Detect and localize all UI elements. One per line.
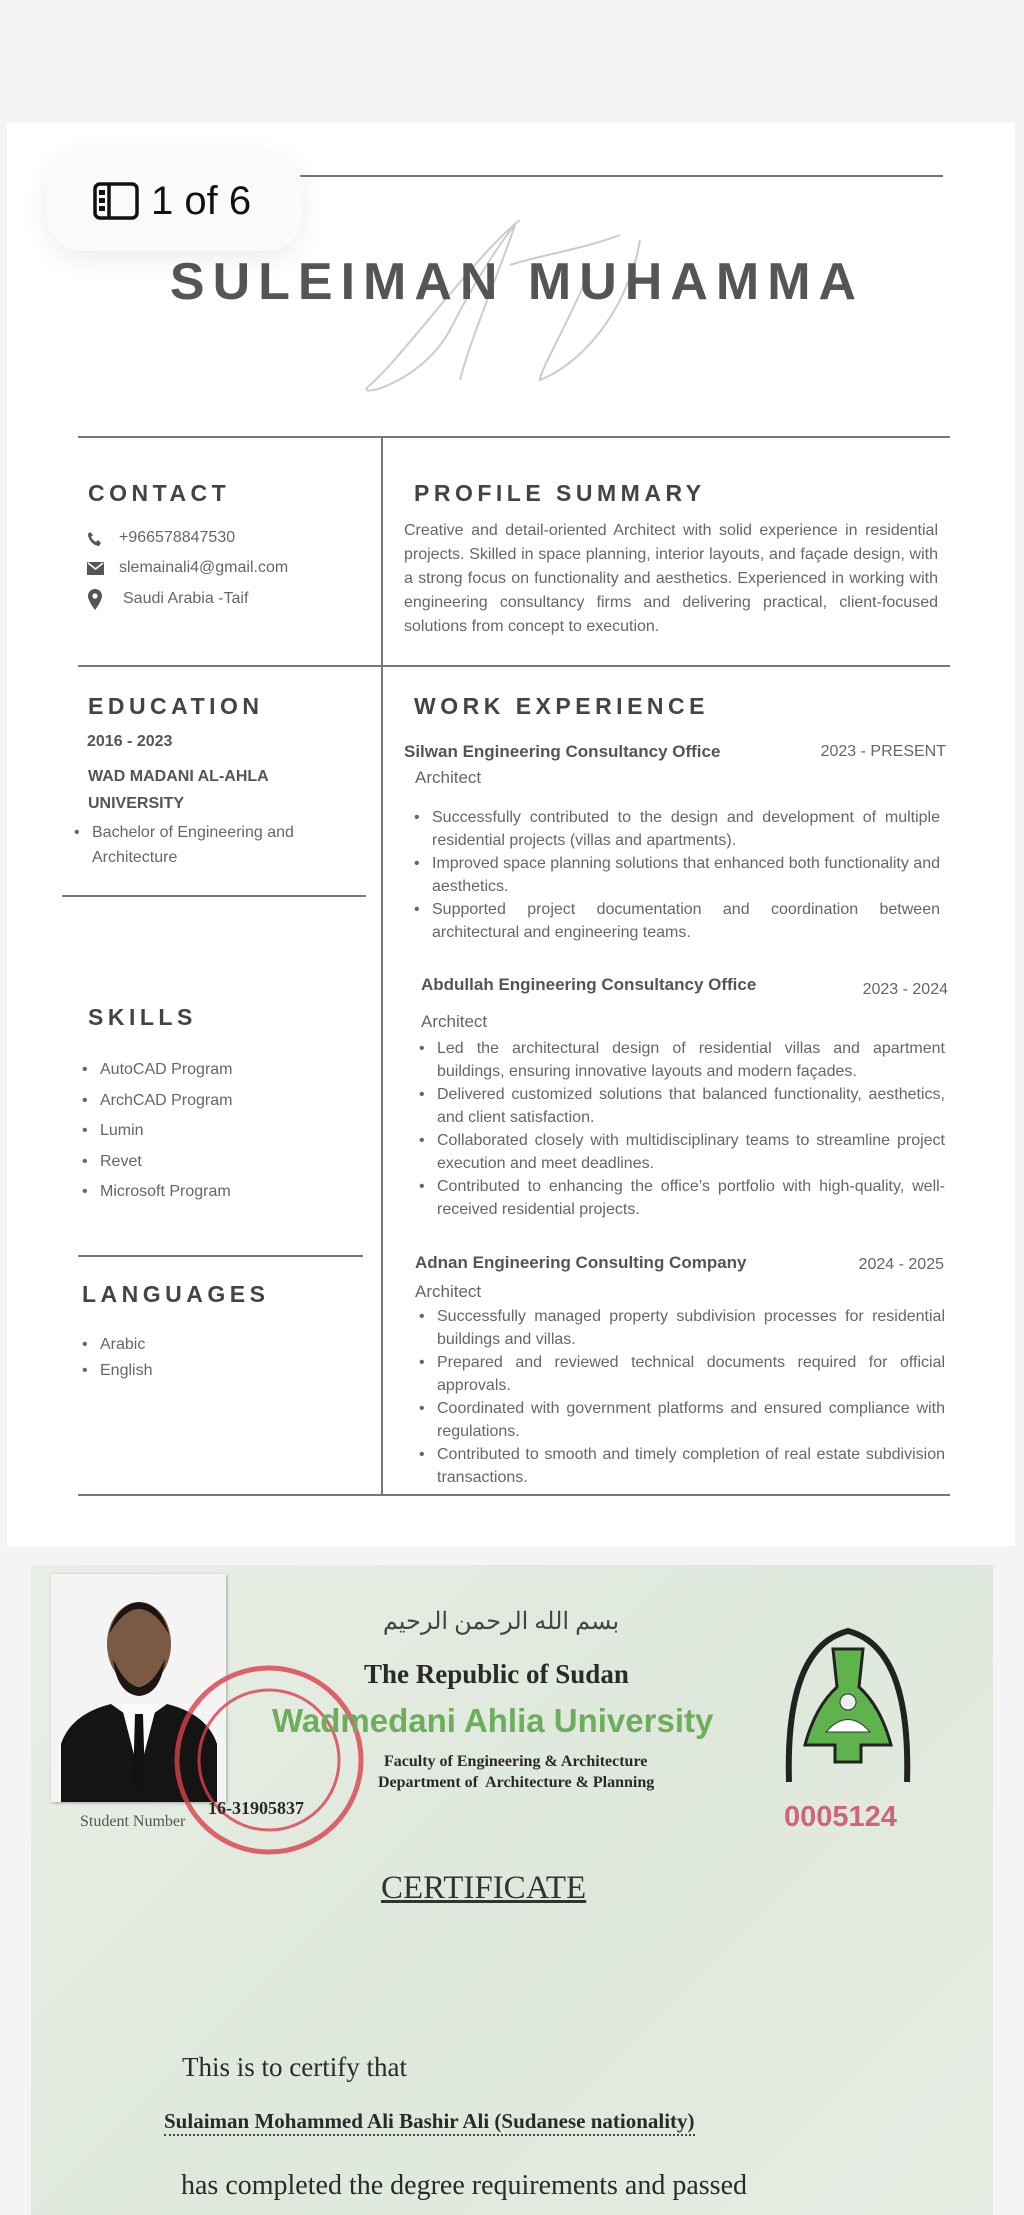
- job-dates: 2024 - 2025: [858, 1256, 944, 1273]
- languages-list: [82, 1332, 152, 1384]
- page-indicator[interactable]: [47, 151, 302, 251]
- skill-item: • Microsoft Program: [82, 1177, 233, 1208]
- job-bullet: • Contributed to smooth and timely completion of real estate subdivision transactions.: [419, 1443, 945, 1489]
- divider: [297, 175, 943, 177]
- contact-heading: CONTACT: [88, 480, 231, 506]
- job-bullet: • Coordinated with government platforms and ensured compliance with regulations.: [419, 1397, 945, 1443]
- university-name: Wadmedani Ahlia University: [272, 1702, 714, 1739]
- job-bullets: [414, 806, 940, 944]
- job-bullet: • Supported project documentation and coordination between architectural and engineering teams.: [414, 898, 940, 944]
- graduate-name: Sulaiman Mohammed Ali Bashir Ali (Sudanese nationality): [164, 2109, 695, 2136]
- job-dates: 2023 - PRESENT: [820, 743, 946, 760]
- job-bullet: • Improved space planning solutions that enhanced both functionality and aesthetics.: [414, 852, 940, 898]
- resume-name: SULEIMAN MUHAMMA: [169, 253, 865, 311]
- education-school-line2: UNIVERSITY: [88, 795, 185, 812]
- skill-item: • ArchCAD Program: [82, 1086, 233, 1117]
- skills-list: [82, 1055, 233, 1208]
- location-pin-icon: [88, 589, 102, 610]
- languages-heading: LANGUAGES: [82, 1281, 270, 1307]
- job-bullet: • Led the architectural design of residential villas and apartment buildings, ensuring innovative layouts and modern façades.: [419, 1037, 945, 1083]
- phone-icon: [87, 531, 103, 547]
- language-item: • English: [82, 1358, 152, 1384]
- divider: [78, 436, 950, 438]
- university-stamp: [169, 1660, 369, 1860]
- job-bullet: • Collaborated closely with multidisciplinary teams to streamline project execution and meet deadlines.: [419, 1129, 945, 1175]
- job-bullet: • Contributed to enhancing the office’s portfolio with high-quality, well-received residential projects.: [419, 1175, 945, 1221]
- education-years: 2016 - 2023: [87, 733, 173, 750]
- email-icon: [87, 562, 104, 575]
- job-dates: 2023 - 2024: [862, 981, 948, 998]
- certificate-title: CERTIFICATE: [381, 1870, 587, 1906]
- skill-item: • Revet: [82, 1147, 233, 1178]
- page-indicator-text: 1 of 6: [151, 178, 252, 223]
- certify-text: This is to certify that: [182, 2052, 407, 2082]
- basmala: بسم الله الرحمن الرحيم: [382, 1609, 620, 1635]
- job-company: Silwan Engineering Consultancy Office: [404, 742, 721, 761]
- column-divider: [381, 436, 383, 1494]
- job-company: Adnan Engineering Consulting Company: [415, 1253, 747, 1272]
- completed-text: has completed the degree requirements and passed: [181, 2170, 748, 2201]
- job-bullet: • Prepared and reviewed technical documents required for official approvals.: [419, 1351, 945, 1397]
- faculty-name: Faculty of Engineering & Architecture: [384, 1753, 648, 1770]
- education-school: WAD MADANI AL-AHLA: [88, 768, 269, 785]
- republic-title: The Republic of Sudan: [364, 1659, 629, 1689]
- university-logo: [781, 1627, 915, 1787]
- job-bullet: • Successfully contributed to the design and development of multiple residential projects (villas and apartments).: [414, 806, 940, 852]
- divider: [78, 1494, 950, 1496]
- job-company: Abdullah Engineering Consultancy Office: [421, 975, 757, 994]
- department-name: Department of Architecture & Planning: [378, 1774, 655, 1791]
- contact-phone: +966578847530: [119, 529, 236, 546]
- job-bullet: • Delivered customized solutions that balanced functionality, aesthetics, and client satisfaction.: [419, 1083, 945, 1129]
- contact-location: Saudi Arabia -Taif: [123, 590, 249, 607]
- education-degree: • Bachelor of Engineering and Architecture: [74, 820, 324, 870]
- skills-heading: SKILLS: [88, 1004, 197, 1030]
- skill-item: • Lumin: [82, 1116, 233, 1147]
- job-bullet: • Successfully managed property subdivision processes for residential buildings and villas.: [419, 1305, 945, 1351]
- contact-email: slemainali4@gmail.com: [119, 559, 289, 576]
- job-role: Architect: [415, 768, 482, 787]
- profile-heading: PROFILE SUMMARY: [414, 480, 706, 506]
- divider: [78, 1255, 363, 1257]
- profile-summary-text: Creative and detail-oriented Architect with solid experience in residential projects. Skilled in space planning, interior layouts, and façade design, with a strong focus on functionality and aesthetics. Experienced in working with engineering consultancy firms and delivering practical, client-focused solutions from concept to execution.: [404, 522, 938, 635]
- sidebar-icon: [93, 182, 139, 220]
- language-item: • Arabic: [82, 1332, 152, 1358]
- job-bullets: [419, 1037, 945, 1221]
- certificate-image: [31, 1565, 993, 2215]
- divider: [78, 665, 950, 667]
- student-number-label: Student Number: [80, 1813, 186, 1830]
- job-bullets: [419, 1305, 945, 1489]
- student-number: 16-31905837: [208, 1798, 304, 1818]
- job-role: Architect: [421, 1012, 488, 1031]
- work-heading: WORK EXPERIENCE: [414, 693, 709, 719]
- certificate-serial: 0005124: [784, 1801, 897, 1833]
- education-heading: EDUCATION: [88, 693, 264, 719]
- divider: [62, 895, 366, 897]
- skill-item: • AutoCAD Program: [82, 1055, 233, 1086]
- job-role: Architect: [415, 1282, 482, 1301]
